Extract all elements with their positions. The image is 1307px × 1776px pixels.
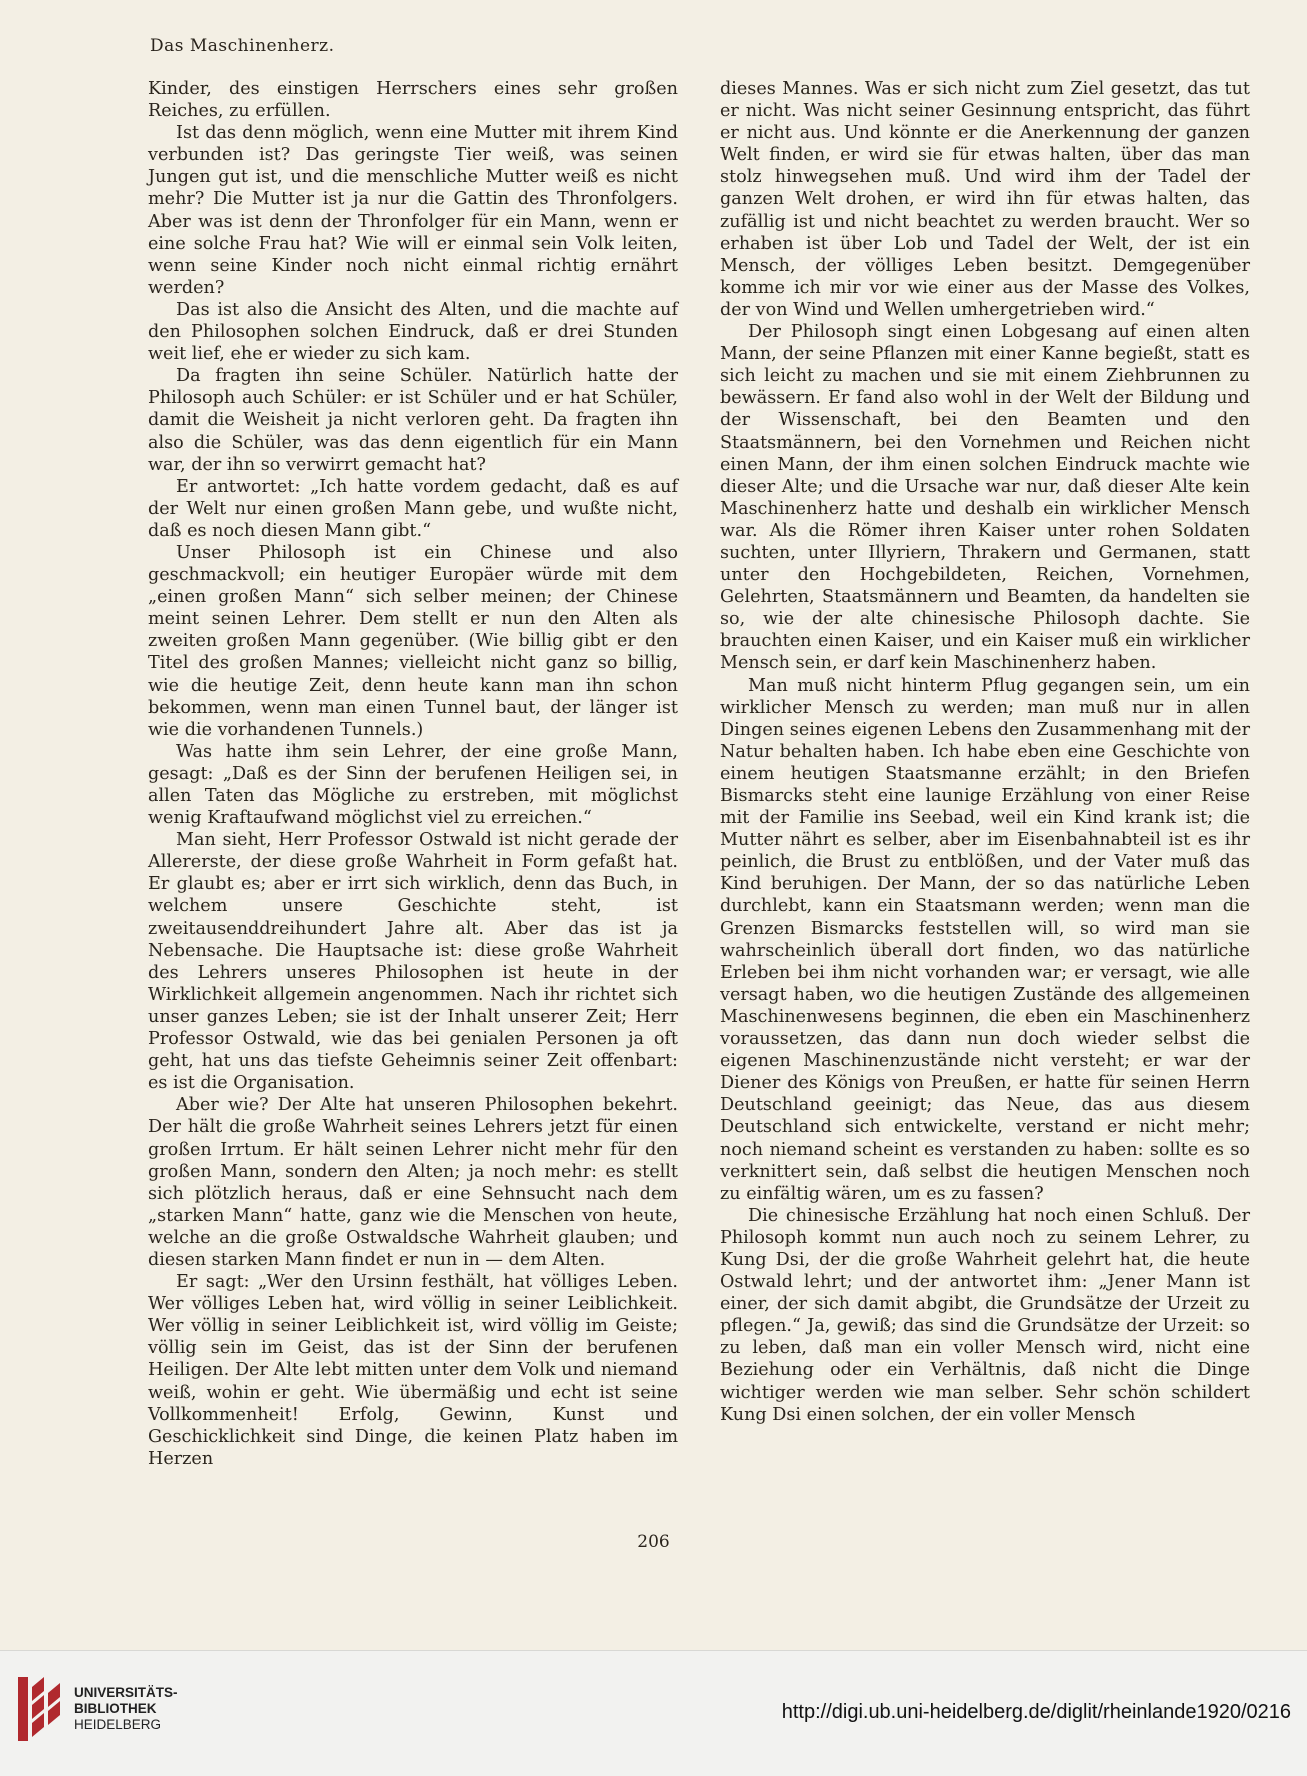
library-line: BIBLIOTHEK [74, 1701, 157, 1716]
permalink-url[interactable]: http://digi.ub.uni-heidelberg.de/diglit/rheinlande1920/0216 [781, 1701, 1291, 1723]
paragraph: Er antwortet: „Ich hatte vordem gedacht, daß es auf der Welt nur einen großen Mann gebe, und wußte nicht, daß es noch diesen Mann gibt.“ [148, 476, 678, 541]
library-line: HEIDELBERG [74, 1717, 162, 1732]
paragraph: Er sagt: „Wer den Ursinn festhält, hat völliges Leben. Wer völliges Leben hat, wird völlig in seiner Leiblichkeit. Wer völlig in seiner Leiblichkeit ist, wird völlig im Geiste; völlig sein im Geist, das ist der Sinn der berufenen Heiligen. Der Alte lebt mitten unter dem Volk und niemand weiß, wohin er geht. Wie übermäßig und echt ist seine Vollkommenheit! Erfolg, Gewinn, Kunst und Geschicklichkeit sind Dinge, die keinen Platz haben im Herzen [148, 1272, 678, 1469]
library-name [74, 1685, 178, 1733]
paragraph: Was hatte ihm sein Lehrer, der eine große Mann, gesagt: „Daß es der Sinn der berufenen Heiligen sei, in allen Taten das Mögliche zu erstreben, mit möglichst wenig Kraftaufwand möglichst viel zu erreichen.“ [148, 741, 678, 829]
library-line: UNIVERSITÄTS- [74, 1685, 178, 1700]
library-footer [0, 1650, 1307, 1776]
paragraph: Man muß nicht hinterm Pflug gegangen sein, um ein wirklicher Mensch zu werden; man muß nur in allen Dingen seines eigenen Lebens den Zusammenhang mit der Natur behalten haben. Ich habe eben eine Geschichte von einem heutigen Staatsmanne erzählt; in den Briefen Bismarcks steht eine launige Erzählung von einer Reise mit der Familie ins Seebad, weil ein Kind krank ist; die Mutter nährt es selber, aber im Eisenbahnabteil ist es ihr peinlich, die Brust zu entblößen, und der Vater muß das Kind beruhigen. Der Mann, der so das natürliche Leben durchlebt, kann ein Staatsmann werden; wenn man die Grenzen Bismarcks feststellen will, so wird man sie wahrscheinlich überall dort finden, wo das natürliche Erleben bei ihm nicht vorhanden war; er versagt, wie alle versagt haben, wo die heutigen Zustände des allgemeinen Maschinenwesens beginnen, die eben ein Maschinenherz voraussetzen, das dann nun doch wieder selbst die eigenen Maschinenzustände nicht versteht; er war der Diener des Königs von Preußen, er hatte für seinen Herrn Deutschland geeinigt; das Neue, das aus diesem Deutschland sich entwickelte, verstand er nicht mehr; noch niemand scheint es verstanden zu haben: sollte es so verknittert sein, daß selbst die heutigen Menschen noch zu einfältig wären, um es zu fassen? [720, 675, 1250, 1204]
right-text-column [720, 78, 1250, 1426]
paragraph: dieses Mannes. Was er sich nicht zum Ziel gesetzt, das tut er nicht. Was nicht seiner Gesinnung entspricht, das führt er nicht aus. Und könnte er die Anerkennung der ganzen Welt finden, er wird sie für etwas halten, über das man stolz hinwegsehen muß. Und wird ihm der Tadel der ganzen Welt drohen, er wird ihn für etwas halten, das zufällig ist und nicht beachtet zu werden braucht. Wer so erhaben ist über Lob und Tadel der Welt, der ist ein Mensch, der völliges Leben besitzt. Demgegenüber komme ich mir vor wie einer aus der Masse des Volkes, der von Wind und Wellen umhergetrieben wird.“ [720, 79, 1250, 320]
paragraph: Der Philosoph singt einen Lobgesang auf einen alten Mann, der seine Pflanzen mit einer Kanne begießt, statt es sich leicht zu machen und sie mit einem Ziehbrunnen zu bewässern. Er fand also wohl in der Welt der Bildung und der Wissenschaft, bei den Beamten und den Staatsmännern, bei den Vornehmen und Reichen nicht einen Mann, der ihm einen solchen Eindruck machte wie dieser Alte; und die Ursache war nur, daß dieser Alte kein Maschinenherz hatte und deshalb ein wirklicher Mensch war. Als die Römer ihren Kaiser unter rohen Soldaten suchten, unter Illyriern, Thrakern und Germanen, statt unter den Hochgebildeten, Reichen, Vornehmen, Gelehrten, Staatsmännern und Beamten, da handelten sie so, wie der alte chinesische Philosoph dachte. Sie brauchten einen Kaiser, und ein Kaiser muß ein wirklicher Mensch sein, er darf kein Maschinenherz haben. [720, 322, 1250, 674]
paragraph: Die chinesische Erzählung hat noch einen Schluß. Der Philosoph kommt nun auch noch zu seinem Lehrer, zu Kung Dsi, der die große Wahrheit gelehrt hat, die heute Ostwald lehrt; und der antwortet ihm: „Jener Mann ist einer, der sich damit abgibt, die Grundsätze der Urzeit zu pflegen.“ Ja, gewiß; das sind die Grundsätze der Urzeit: so zu leben, daß man ein voller Mensch wird, nicht eine Beziehung oder ein Verhältnis, daß nicht die Dinge wichtiger werden wie man selber. Sehr schön schildert Kung Dsi einen solchen, der ein voller Mensch [720, 1205, 1250, 1425]
paragraph: Kinder, des einstigen Herrschers eines sehr großen Reiches, zu erfüllen. [148, 79, 678, 122]
page-number: 206 [637, 1532, 670, 1552]
paragraph: Ist das denn möglich, wenn eine Mutter mit ihrem Kind verbunden ist? Das geringste Tier weiß, was seinen Jungen gut ist, und die menschliche Mutter weiß es nicht mehr? Die Mutter ist ja nur die Gattin des Thronfolgers. Aber was ist denn der Thronfolger für ein Mann, wenn er eine solche Frau hat? Wie will er einmal sein Volk leiten, wenn seine Kinder noch nicht einmal richtig ernährt werden? [148, 123, 678, 298]
left-text-column [148, 78, 678, 1470]
university-library-logo-icon [14, 1673, 64, 1745]
paragraph: Unser Philosoph ist ein Chinese und also geschmackvoll; ein heutiger Europäer würde mit dem „einen großen Mann“ sich selber meinen; der Chinese meint seinen Lehrer. Dem stellt er nun den Alten als zweiten großen Mann gegenüber. (Wie billig gibt er den Titel des großen Mannes; vielleicht nicht ganz so billig, wie die heutige Zeit, denn heute kann man ihn schon bekommen, wenn man einen Tunnel baut, der länger ist wie die vorhandenen Tunnels.) [148, 542, 678, 740]
paragraph: Das ist also die Ansicht des Alten, und die machte auf den Philosophen solchen Eindruck, daß er drei Stunden weit lief, ehe er wieder zu sich kam. [148, 299, 678, 365]
paragraph: Man sieht, Herr Professor Ostwald ist nicht gerade der Allererste, der diese große Wahrheit in Form gefaßt hat. Er glaubt es; aber er irrt sich wirklich, denn das Buch, in welchem unsere Geschichte steht, ist zweitausenddreihundert Jahre alt. Aber das ist ja Nebensache. Die Hauptsache ist: diese große Wahrheit des Lehrers unseres Philosophen ist heute in der Wirklichkeit allgemein angenommen. Nach ihr richtet sich unser ganzes Leben; sie ist der Inhalt unserer Zeit; Herr Professor Ostwald, wie das bei genialen Personen ja oft geht, hat uns das tiefste Geheimnis seiner Zeit offenbart: es ist die Organisation. [148, 830, 678, 1094]
paragraph: Da fragten ihn seine Schüler. Natürlich hatte der Philosoph auch Schüler: er ist Schüler und er hat Schüler, damit die Weisheit ja nicht verloren geht. Da fragten ihn also die Schüler, was das denn eigentlich für ein Mann war, der ihn so verwirrt gemacht hat? [148, 366, 678, 475]
running-title: Das Maschinenherz. [150, 36, 335, 56]
paragraph: Aber wie? Der Alte hat unseren Philosophen bekehrt. Der hält die große Wahrheit seines Lehrers jetzt für einen großen Irrtum. Er hält seinen Lehrer nicht mehr für den großen Mann, sondern den Alten; ja noch mehr: es stellt sich plötzlich heraus, daß er eine Sehnsucht nach dem „starken Mann“ hatte, ganz wie die Menschen von heute, welche an die große Ostwaldsche Wahrheit glauben; und diesen starken Mann findet er nun in — dem Alten. [148, 1095, 678, 1270]
